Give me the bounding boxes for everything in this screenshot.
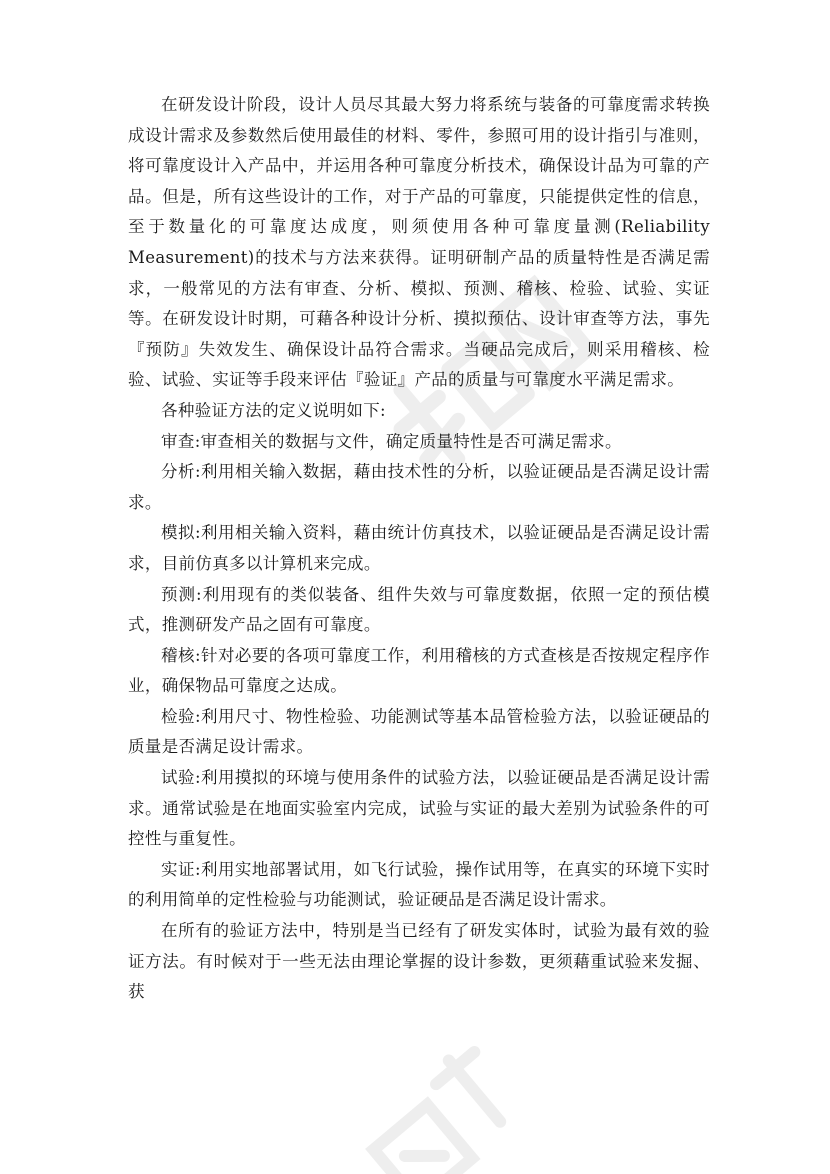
paragraph-analysis: 分析:利用相关输入数据，藉由技术性的分析，以验证硬品是否满足设计需求。 <box>128 462 710 512</box>
paragraph-conclusion: 在所有的验证方法中，特别是当已经有了研发实体时，试验为最有效的验证方法。有时候对于一些无法由理论掌握的设计参数，更须藉重试验来发掘、获 <box>128 921 710 1002</box>
paragraph-audit: 稽核:针对必要的各项可靠度工作，利用稽核的方式查核是否按规定程序作业，确保物品可靠度之达成。 <box>128 645 710 696</box>
body-text <box>128 90 710 1008</box>
paragraph-review: 审查:审查相关的数据与文件，确定质量特性是否可满足需求。 <box>161 431 622 451</box>
paragraph-test: 试验:利用摸拟的环境与使用条件的试验方法，以验证硬品是否满足设计需求。通常试验是在地面实验室内完成，试验与实证的最大差别为试验条件的可控性与重复性。 <box>128 768 710 849</box>
paragraph-prediction: 预测:利用现有的类似装备、组件失效与可靠度数据，依照一定的预估模式，推测研发产品之固有可靠度。 <box>128 584 710 635</box>
paragraph-inspection: 检验:利用尺寸、物性检验、功能测试等基本品管检验方法，以验证硬品的质量是否满足设计需求。 <box>128 706 710 757</box>
paragraph-demonstration: 实证:利用实地部署试用，如飞行试验，操作试用等，在真实的环境下实时的利用简单的定性检验与功能测试，验证硬品是否满足设计需求。 <box>128 859 710 910</box>
watermark-bottom <box>330 1040 550 1174</box>
paragraph-intro: 在研发设计阶段，设计人员尽其最大努力将系统与装备的可靠度需求转换成设计需求及参数然后使用最佳的材料、零件，参照可用的设计指引与准则，将可靠度设计入产品中，并运用各种可靠度分析技术，确保设计品为可靠的产品。但是，所有这些设计的工作，对于产品的可靠度，只能提供定性的信息，至于数量化的可靠度达成度，则须使用各种可靠度量测(Reliability Measurement)的技术与方法来获得。证明研制产品的质量特性是否满足需求，一般常见的方法有审查、分析、模拟、预测、稽核、检验、试验、实证等。在研发设计时期，可藉各种设计分析、摸拟预估、设计审查等方法，事先『预防』失效发生、确保设计品符合需求。当硬品完成后，则采用稽核、检验、试验、实证等手段来评估『验证』产品的质量与可靠度水平满足需求。 <box>128 95 710 390</box>
paragraph-definitions-heading: 各种验证方法的定义说明如下: <box>161 400 386 420</box>
paragraph-simulation: 模拟:利用相关输入资料，藉由统计仿真技术，以验证硬品是否满足设计需求，目前仿真多以计算机来完成。 <box>128 523 710 573</box>
